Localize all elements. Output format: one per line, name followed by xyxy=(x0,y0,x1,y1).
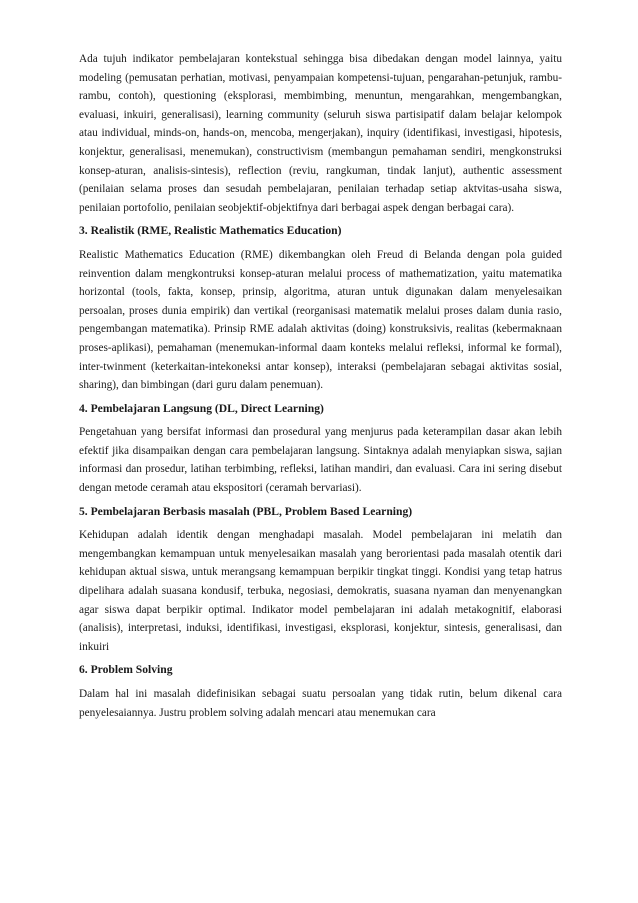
heading-realistik: 3. Realistik (RME, Realistic Mathematics Education) xyxy=(79,224,342,238)
paragraph-pbl: Kehidupan adalah identik dengan menghadapi masalah. Model pembelajaran ini melatih dan mengembangkan kemampuan untuk menyelesaikan masalah yang berorientasi pada masalah otentik dari kehidupan aktual siswa, untuk merangsang kemampuan berpikir tingkat tinggi. Kondisi yang tetap hatrus dipelihara adalah suasana kondusif, terbuka, negosiasi, demokratis, suasana nyaman dan menyenangkan agar siswa dapat berpikir optimal. Indikator model pembelajaran ini adalah metakognitif, elaborasi (analisis), interpretasi, induksi, identifikasi, investigasi, eksplorasi, konjektur, sintesis, generalisasi, dan inkuiri xyxy=(79,529,562,653)
paragraph-direct-learning: Pengetahuan yang bersifat informasi dan prosedural yang menjurus pada keterampilan dasar akan lebih efektif jika disampaikan dengan cara pembelajaran langsung. Sintaknya adalah menyiapkan siswa, sajian informasi dan prosedur, latihan terbimbing, refleksi, latihan mandiri, dan evaluasi. Cara ini sering disebut dengan metode ceramah atau ekspositori (ceramah bervariasi). xyxy=(79,426,562,495)
heading-direct-learning: 4. Pembelajaran Langsung (DL, Direct Learning) xyxy=(79,401,324,415)
paragraph-rme: Realistic Mathematics Education (RME) dikembangkan oleh Freud di Belanda dengan pola guided reinvention dalam mengkontruksi konsep-aturan melalui process of mathematization, yaitu matematika horizontal (tools, fakta, konsep, prinsip, algoritma, aturan untuk digunakan dalam menyelesaikan persoalan, proses dunia empirik) dan vertikal (reorganisasi matematik melalui proses dalam dunia rasio, pengembangan matematika). Prinsip RME adalah aktivitas (doing) konstruksivis, realitas (kebermaknaan proses-aplikasi), pemahaman (menemukan-informal daam konteks melalui refleksi, informal ke formal), inter-twinment (keterkaitan-intekoneksi antar konsep), interaksi (pembelajaran sebagai aktivitas sosial, sharing), dan bimbingan (dari guru dalam penemuan). xyxy=(79,248,562,392)
paragraph-ctl-indicators: Ada tujuh indikator pembelajaran kontekstual sehingga bisa dibedakan dengan model lainnya, yaitu modeling (pemusatan perhatian, motivasi, penyampaian kompetensi-tujuan, pengarahan-petunjuk, rambu-rambu, contoh), questioning (eksplorasi, membimbing, menuntun, mengarahkan, mengembangkan, evaluasi, inkuiri, generalisasi), learning community (seluruh siswa partisipatif dalam belajar kelompok atau individual, minds-on, hands-on, mencoba, mengerjakan), inquiry (identifikasi, investigasi, hipotesis, konjektur, generalisasi, menemukan), constructivism (membangun pemahaman sendiri, mengkonstruksi konsep-aturan, analisis-sintesis), reflection (reviu, rangkuman, tindak lanjut), authentic assessment (penilaian selama proses dan sesudah pembelajaran, penilaian terhadap setiap aktvitas-usaha siswa, penilaian portofolio, penilaian seobjektif-objektifnya dari berbagai aspek dengan berbagai cara). xyxy=(79,53,562,214)
paragraph-problem-solving: Dalam hal ini masalah didefinisikan sebagai suatu persoalan yang tidak rutin, belum dikenal cara penyelesaiannya. Justru problem solving adalah mencari atau menemukan cara xyxy=(79,688,562,719)
heading-pbl: 5. Pembelajaran Berbasis masalah (PBL, Problem Based Learning) xyxy=(79,504,413,518)
heading-problem-solving: 6. Problem Solving xyxy=(79,663,173,677)
